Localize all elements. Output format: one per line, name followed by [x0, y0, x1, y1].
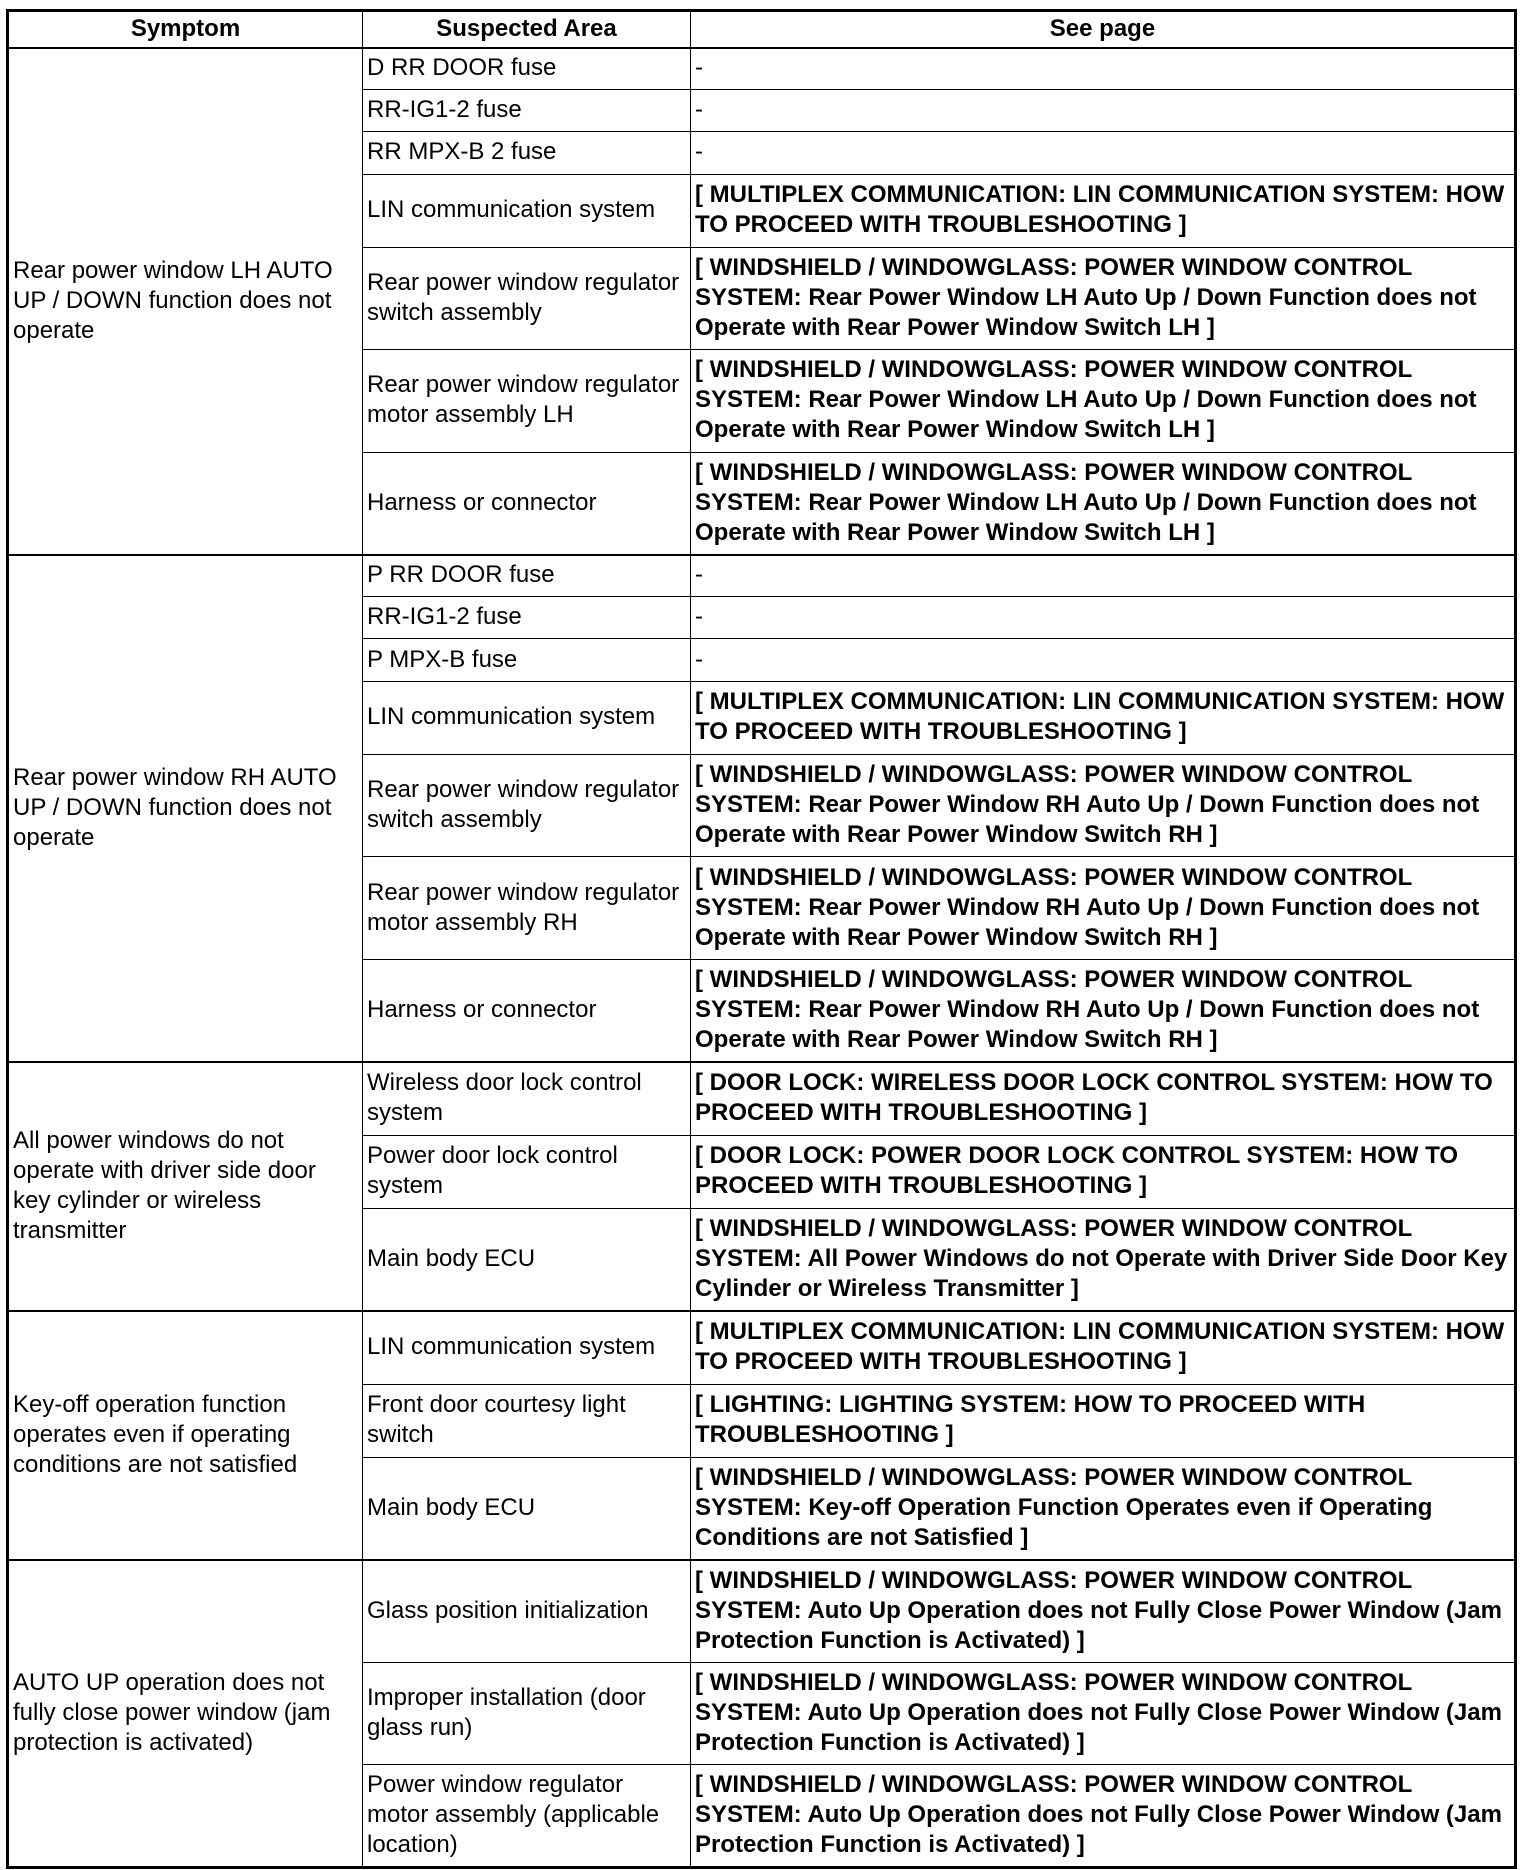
- symptom-cell: All power windows do not operate with driver side door key cylinder or wireless transmitter: [8, 1062, 363, 1311]
- see-page-cell: [ WINDSHIELD / WINDOWGLASS: POWER WINDOW CONTROL SYSTEM: Key-off Operation Function Operates even if Operating Conditions are not Satisfied ]: [691, 1457, 1516, 1559]
- suspected-area-cell: Wireless door lock control system: [363, 1062, 691, 1135]
- suspected-area-cell: Front door courtesy light switch: [363, 1384, 691, 1457]
- suspected-area-cell: RR-IG1-2 fuse: [363, 597, 691, 639]
- see-page-cell: [ WINDSHIELD / WINDOWGLASS: POWER WINDOW CONTROL SYSTEM: Rear Power Window LH Auto Up / Down Function does not Operate with Rear Power Window Switch LH ]: [691, 350, 1516, 452]
- see-page-cell: [ WINDSHIELD / WINDOWGLASS: POWER WINDOW CONTROL SYSTEM: All Power Windows do not Operate with Driver Side Door Key Cylinder or Wireless Transmitter ]: [691, 1208, 1516, 1310]
- see-page-cell: [ WINDSHIELD / WINDOWGLASS: POWER WINDOW CONTROL SYSTEM: Rear Power Window RH Auto Up / Down Function does not Operate with Rear Power Window Switch RH ]: [691, 754, 1516, 856]
- see-page-cell: [ WINDSHIELD / WINDOWGLASS: POWER WINDOW CONTROL SYSTEM: Auto Up Operation does not Fully Close Power Window (Jam Protection Function is Activated) ]: [691, 1560, 1516, 1662]
- table-body: [8, 48, 1516, 1868]
- see-page-cell: -: [691, 132, 1516, 174]
- see-page-cell: [ WINDSHIELD / WINDOWGLASS: POWER WINDOW CONTROL SYSTEM: Auto Up Operation does not Fully Close Power Window (Jam Protection Function is Activated) ]: [691, 1662, 1516, 1764]
- suspected-area-cell: Rear power window regulator switch assembly: [363, 247, 691, 349]
- symptom-cell: Key-off operation function operates even if operating conditions are not satisfied: [8, 1311, 363, 1560]
- suspected-area-cell: P RR DOOR fuse: [363, 555, 691, 597]
- suspected-area-cell: Harness or connector: [363, 959, 691, 1061]
- table-row: [8, 1560, 1516, 1662]
- header-see-page: See page: [691, 11, 1516, 48]
- header-suspected-area: Suspected Area: [363, 11, 691, 48]
- see-page-cell: [ LIGHTING: LIGHTING SYSTEM: HOW TO PROCEED WITH TROUBLESHOOTING ]: [691, 1384, 1516, 1457]
- symptom-cell: AUTO UP operation does not fully close power window (jam protection is activated): [8, 1560, 363, 1868]
- suspected-area-cell: Improper installation (door glass run): [363, 1662, 691, 1764]
- table-row: [8, 1062, 1516, 1135]
- symptom-cell: Rear power window RH AUTO UP / DOWN function does not operate: [8, 555, 363, 1062]
- suspected-area-cell: Rear power window regulator motor assembly LH: [363, 350, 691, 452]
- see-page-cell: [ MULTIPLEX COMMUNICATION: LIN COMMUNICATION SYSTEM: HOW TO PROCEED WITH TROUBLESHOOTING ]: [691, 681, 1516, 754]
- suspected-area-cell: Rear power window regulator switch assembly: [363, 754, 691, 856]
- suspected-area-cell: D RR DOOR fuse: [363, 48, 691, 90]
- symptom-cell: Rear power window LH AUTO UP / DOWN function does not operate: [8, 48, 363, 555]
- table-row: [8, 1311, 1516, 1384]
- suspected-area-cell: Main body ECU: [363, 1208, 691, 1310]
- suspected-area-cell: Main body ECU: [363, 1457, 691, 1559]
- suspected-area-cell: Power door lock control system: [363, 1135, 691, 1208]
- suspected-area-cell: P MPX-B fuse: [363, 639, 691, 681]
- suspected-area-cell: Glass position initialization: [363, 1560, 691, 1662]
- see-page-cell: [ WINDSHIELD / WINDOWGLASS: POWER WINDOW CONTROL SYSTEM: Rear Power Window RH Auto Up / Down Function does not Operate with Rear Power Window Switch RH ]: [691, 959, 1516, 1061]
- suspected-area-cell: LIN communication system: [363, 1311, 691, 1384]
- suspected-area-cell: LIN communication system: [363, 174, 691, 247]
- see-page-cell: [ MULTIPLEX COMMUNICATION: LIN COMMUNICATION SYSTEM: HOW TO PROCEED WITH TROUBLESHOOTING ]: [691, 174, 1516, 247]
- suspected-area-cell: RR-IG1-2 fuse: [363, 90, 691, 132]
- see-page-cell: [ DOOR LOCK: WIRELESS DOOR LOCK CONTROL SYSTEM: HOW TO PROCEED WITH TROUBLESHOOTING ]: [691, 1062, 1516, 1135]
- table-row: [8, 555, 1516, 597]
- see-page-cell: [ WINDSHIELD / WINDOWGLASS: POWER WINDOW CONTROL SYSTEM: Auto Up Operation does not Fully Close Power Window (Jam Protection Function is Activated) ]: [691, 1765, 1516, 1868]
- see-page-cell: -: [691, 90, 1516, 132]
- table-row: [8, 48, 1516, 90]
- table-header-row: [8, 11, 1516, 48]
- suspected-area-cell: Harness or connector: [363, 452, 691, 554]
- suspected-area-cell: LIN communication system: [363, 681, 691, 754]
- see-page-cell: -: [691, 597, 1516, 639]
- troubleshooting-table: [6, 9, 1517, 1869]
- see-page-cell: -: [691, 639, 1516, 681]
- suspected-area-cell: Rear power window regulator motor assembly RH: [363, 857, 691, 959]
- see-page-cell: -: [691, 555, 1516, 597]
- suspected-area-cell: Power window regulator motor assembly (applicable location): [363, 1765, 691, 1868]
- see-page-cell: -: [691, 48, 1516, 90]
- see-page-cell: [ WINDSHIELD / WINDOWGLASS: POWER WINDOW CONTROL SYSTEM: Rear Power Window LH Auto Up / Down Function does not Operate with Rear Power Window Switch LH ]: [691, 247, 1516, 349]
- see-page-cell: [ MULTIPLEX COMMUNICATION: LIN COMMUNICATION SYSTEM: HOW TO PROCEED WITH TROUBLESHOOTING ]: [691, 1311, 1516, 1384]
- see-page-cell: [ WINDSHIELD / WINDOWGLASS: POWER WINDOW CONTROL SYSTEM: Rear Power Window RH Auto Up / Down Function does not Operate with Rear Power Window Switch RH ]: [691, 857, 1516, 959]
- see-page-cell: [ WINDSHIELD / WINDOWGLASS: POWER WINDOW CONTROL SYSTEM: Rear Power Window LH Auto Up / Down Function does not Operate with Rear Power Window Switch LH ]: [691, 452, 1516, 554]
- see-page-cell: [ DOOR LOCK: POWER DOOR LOCK CONTROL SYSTEM: HOW TO PROCEED WITH TROUBLESHOOTING ]: [691, 1135, 1516, 1208]
- header-symptom: Symptom: [8, 11, 363, 48]
- suspected-area-cell: RR MPX-B 2 fuse: [363, 132, 691, 174]
